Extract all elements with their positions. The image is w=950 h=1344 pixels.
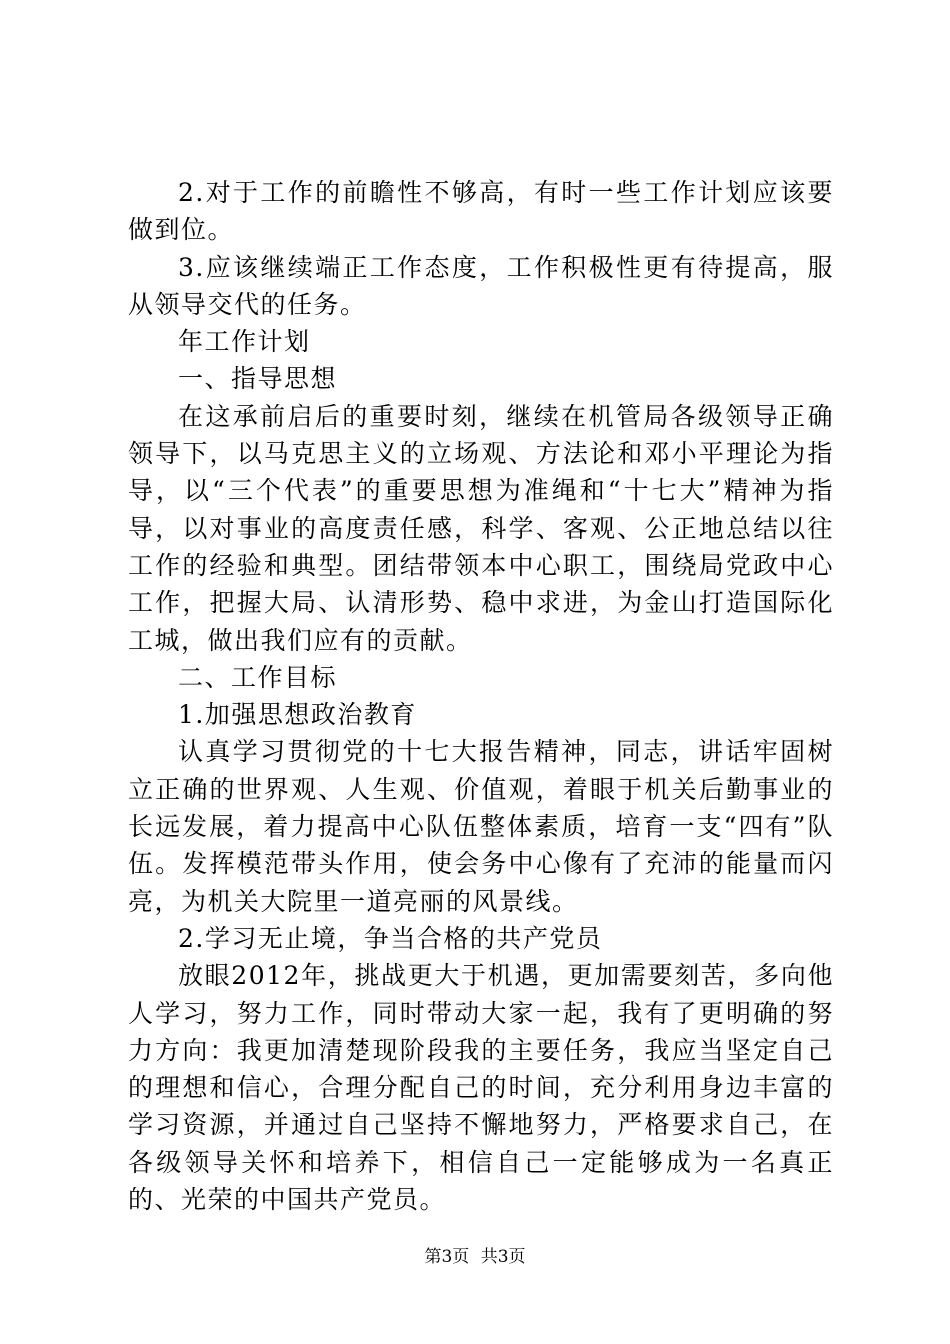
paragraph-guiding-ideology: 在这承前启后的重要时刻，继续在机管局各级领导正确领导下，以马克思主义的立场观、方法论和邓小平理论为指导，以“三个代表”的重要思想为准绳和“十七大”精神为指导，以对事业的高度责任感，科学、客观、公正地总结以往工作的经验和典型。团结带领本中心职工，围绕局党政中心工作，把握大局、认清形势、稳中求进，为金山打造国际化工城，做出我们应有的贡献。 bbox=[128, 401, 834, 655]
paragraph-party-member: 放眼2012年，挑战更大于机遇，更加需要刻苦，多向他人学习，努力工作，同时带动大家一起，我有了更明确的努力方向：我更加清楚现阶段我的主要任务，我应当坚定自己的理想和信心，合理分配自己的时间，充分利用身边丰富的学习资源，并通过自己坚持不懈地努力，严格要求自己，在各级领导关怀和培养下，相信自己一定能够成为一名真正的、光荣的中国共产党员。 bbox=[128, 961, 834, 1215]
paragraph-political-education: 认真学习贯彻党的十七大报告精神，同志，讲话牢固树立正确的世界观、人生观、价值观，着眼于机关后勤事业的长远发展，着力提高中心队伍整体素质，培育一支“四有”队伍。发挥模范带头作用，使会务中心像有了充沛的能量而闪亮，为机关大院里一道亮丽的风景线。 bbox=[128, 737, 834, 916]
subheading-political-education: 1.加强思想政治教育 bbox=[178, 700, 417, 730]
page-number-current: 第3页 bbox=[424, 1247, 470, 1267]
document-body bbox=[128, 174, 834, 1218]
section-heading-annual-plan: 年工作计划 bbox=[178, 327, 311, 357]
subheading-party-member: 2.学习无止境，争当合格的共产党员 bbox=[178, 923, 603, 953]
page-footer bbox=[0, 1246, 950, 1268]
paragraph-item-2: 2.对于工作的前瞻性不够高，有时一些工作计划应该要做到位。 bbox=[128, 178, 834, 245]
section-heading-work-goals: 二、工作目标 bbox=[178, 662, 338, 692]
section-heading-guiding-ideology: 一、指导思想 bbox=[178, 364, 338, 394]
page-number-total: 共3页 bbox=[480, 1247, 526, 1267]
paragraph-item-3: 3.应该继续端正工作态度，工作积极性更有待提高，服从领导交代的任务。 bbox=[128, 252, 834, 319]
